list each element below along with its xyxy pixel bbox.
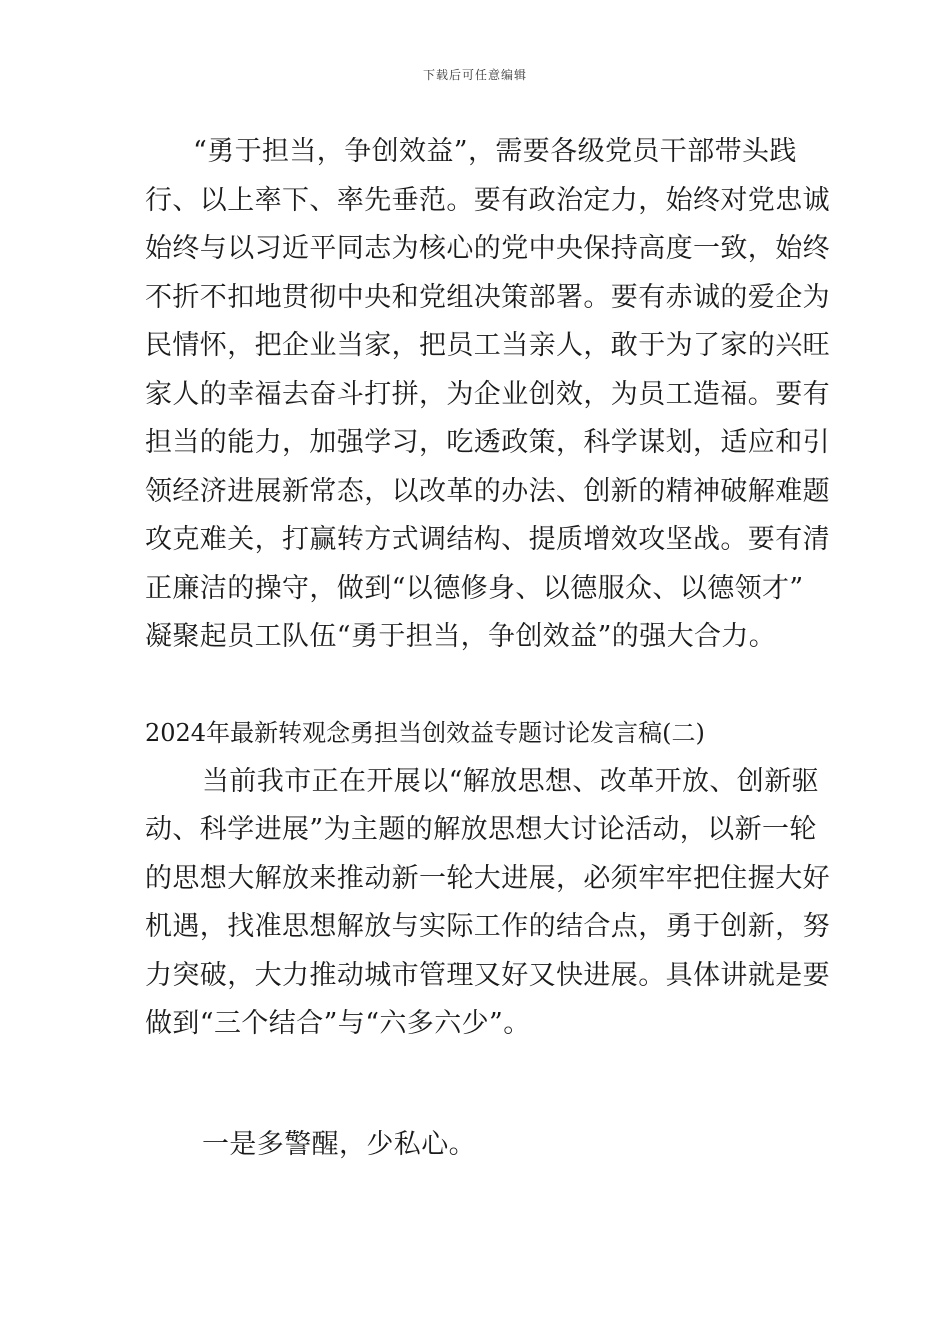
paragraph-line: 正廉洁的操守，做到“以德修身、以德服众、以德领才” bbox=[145, 572, 804, 604]
paragraph-line: 家人的幸福去奋斗打拼，为企业创效，为员工造福。要有 bbox=[145, 378, 830, 410]
document-body bbox=[145, 128, 830, 1169]
paragraph-line: “勇于担当，争创效益”，需要各级党员干部带头践 bbox=[193, 136, 797, 167]
paragraph-line: 担当的能力，加强学习，吃透政策，科学谋划，适应和引 bbox=[145, 427, 830, 458]
paragraph-line: 动、科学进展”为主题的解放思想大讨论活动，以新一轮 bbox=[145, 814, 817, 845]
paragraph-line: 一是多警醒，少私心。 bbox=[202, 1128, 476, 1160]
paragraph-line: 行、以上率下、率先垂范。要有政治定力，始终对党忠诚 bbox=[145, 184, 830, 216]
section-title: 2024年最新转观念勇担当创效益专题讨论发言稿(二) bbox=[145, 718, 705, 747]
paragraph-line: 当前我市正在开展以“解放思想、改革开放、创新驱 bbox=[202, 765, 820, 797]
paragraph-line: 做到“三个结合”与“六多六少”。 bbox=[145, 1008, 531, 1039]
paragraph-3 bbox=[145, 1121, 810, 1170]
paragraph-2 bbox=[145, 758, 830, 1049]
section-spacer bbox=[145, 1049, 810, 1121]
paragraph-1 bbox=[145, 128, 830, 662]
section-spacer bbox=[145, 662, 810, 708]
paragraph-line: 不折不扣地贯彻中央和党组决策部署。要有赤诚的爱企为 bbox=[145, 281, 830, 313]
paragraph-line: 的思想大解放来推动新一轮大进展，必须牢牢把住握大好 bbox=[145, 862, 830, 894]
paragraph-line: 民情怀，把企业当家，把员工当亲人，敢于为了家的兴旺 bbox=[145, 330, 830, 361]
paragraph-line: 机遇，找准思想解放与实际工作的结合点，勇于创新，努 bbox=[145, 911, 830, 942]
paragraph-line: 凝聚起员工队伍“勇于担当，争创效益”的强大合力。 bbox=[145, 621, 777, 652]
paragraph-line: 力突破，大力推动城市管理又好又快进展。具体讲就是要 bbox=[145, 959, 830, 991]
paragraph-line: 领经济进展新常态，以改革的办法、创新的精神破解难题 bbox=[145, 475, 830, 507]
paragraph-line: 始终与以习近平同志为核心的党中央保持高度一致，始终 bbox=[145, 233, 830, 264]
page-header-note: 下载后可任意编辑 bbox=[422, 68, 527, 82]
paragraph-line: 攻克难关，打赢转方式调结构、提质增效攻坚战。要有清 bbox=[145, 524, 830, 555]
